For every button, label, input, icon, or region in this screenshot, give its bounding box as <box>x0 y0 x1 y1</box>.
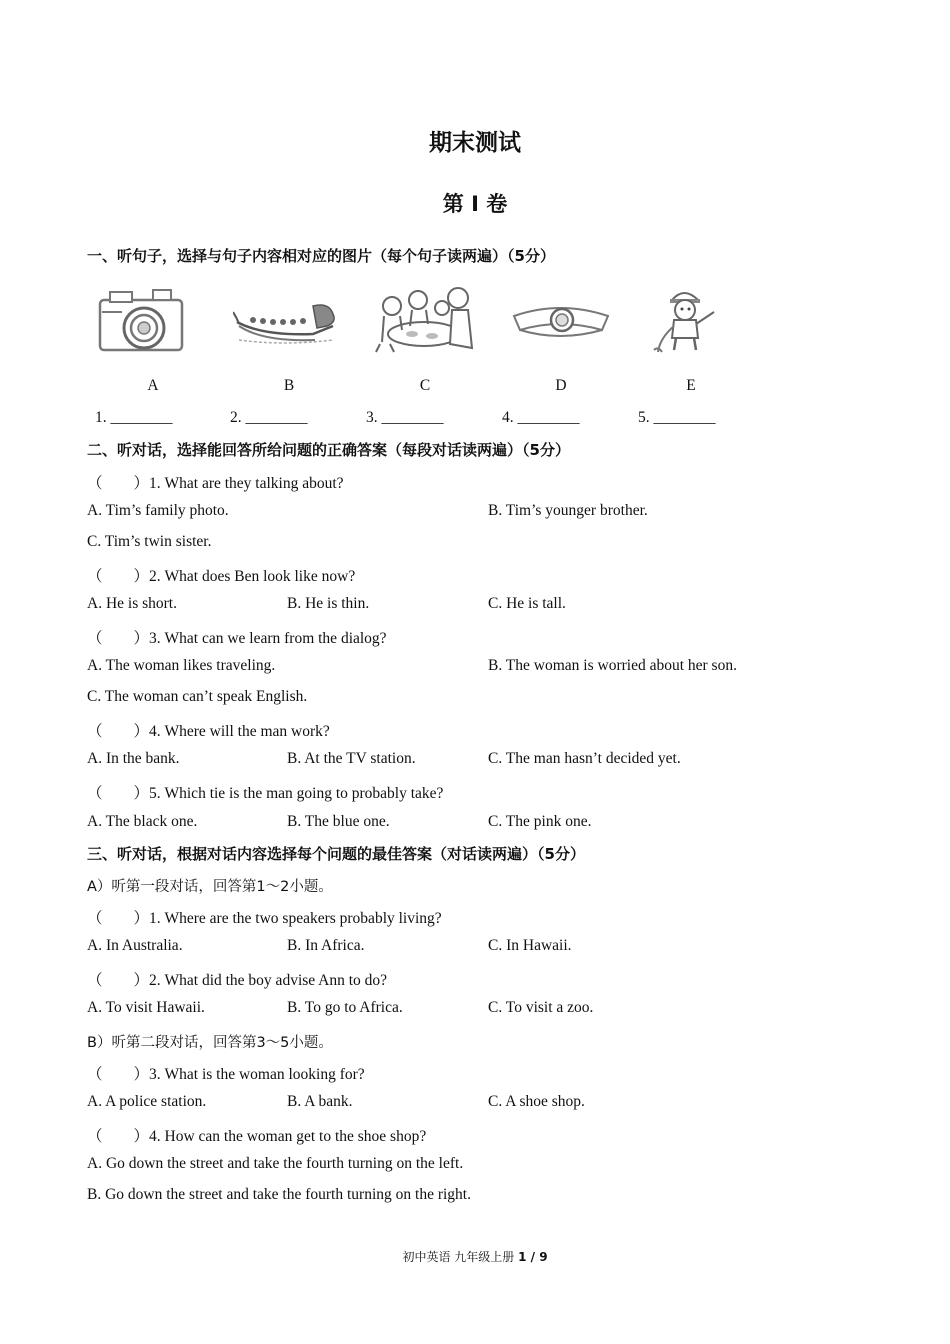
option-2-1-b: B. Tim’s younger brother. <box>488 502 648 519</box>
option-2-4-a: A. In the bank. <box>87 750 180 767</box>
ring-icon <box>510 296 612 344</box>
answer-blank-2[interactable]: 2. ________ <box>230 409 308 426</box>
option-3-2-a: A. To visit Hawaii. <box>87 999 205 1016</box>
option-2-5-c: C. The pink one. <box>488 813 592 830</box>
volume-subtitle: 第 I 卷 <box>442 192 508 216</box>
question-3-1: （ ）1. Where are the two speakers probably living? <box>87 910 442 927</box>
page-title: 期末测试 <box>429 130 521 156</box>
option-2-2-b: B. He is thin. <box>287 595 370 612</box>
footer-text: 初中英语 九年级上册 <box>402 1250 515 1264</box>
option-2-3-a: A. The woman likes traveling. <box>87 657 276 674</box>
option-2-1-a: A. Tim’s family photo. <box>87 502 229 519</box>
answer-blank-5[interactable]: 5. ________ <box>638 409 716 426</box>
question-2-1: （ ）1. What are they talking about? <box>87 475 344 492</box>
option-2-3-c: C. The woman can’t speak English. <box>87 688 308 705</box>
option-3-3-a: A. A police station. <box>87 1093 207 1110</box>
option-2-1-c: C. Tim’s twin sister. <box>87 533 212 550</box>
question-3-2: （ ）2. What did the boy advise Ann to do? <box>87 972 388 989</box>
firefighter-icon <box>650 286 720 356</box>
option-2-2-c: C. He is tall. <box>488 595 566 612</box>
part3-intro-a: A）听第一段对话，回答第1～2小题。 <box>87 879 333 895</box>
answer-blank-3[interactable]: 3. ________ <box>366 409 444 426</box>
picture-label-e: E <box>686 377 696 394</box>
option-3-2-c: C. To visit a zoo. <box>488 999 594 1016</box>
option-3-3-b: B. A bank. <box>287 1093 353 1110</box>
part1-heading: 一、听句子，选择与句子内容相对应的图片（每个句子读两遍）（5分） <box>87 247 555 265</box>
option-3-3-c: C. A shoe shop. <box>488 1093 585 1110</box>
picture-label-d: D <box>555 377 567 394</box>
option-2-3-b: B. The woman is worried about her son. <box>488 657 737 674</box>
picture-label-a: A <box>147 377 159 394</box>
option-3-1-b: B. In Africa. <box>287 937 365 954</box>
question-2-5: （ ）5. Which tie is the man going to probably take? <box>87 785 444 802</box>
question-2-4: （ ）4. Where will the man work? <box>87 723 330 740</box>
picture-label-b: B <box>283 377 295 394</box>
dragon-boat-icon <box>233 296 341 348</box>
option-3-4-b: B. Go down the street and take the fourth turning on the right. <box>87 1186 471 1203</box>
answer-blank-4[interactable]: 4. ________ <box>502 409 580 426</box>
option-2-5-a: A. The black one. <box>87 813 198 830</box>
answer-blank-1[interactable]: 1. ________ <box>95 409 173 426</box>
part3-intro-b: B）听第二段对话，回答第3～5小题。 <box>87 1035 333 1051</box>
option-3-4-a: A. Go down the street and take the fourth turning on the left. <box>87 1155 464 1172</box>
option-2-4-c: C. The man hasn’t decided yet. <box>488 750 681 767</box>
option-2-4-b: B. At the TV station. <box>287 750 416 767</box>
question-2-3: （ ）3. What can we learn from the dialog? <box>87 630 387 647</box>
page-footer <box>0 1248 950 1265</box>
page-number: 1 / 9 <box>518 1250 548 1264</box>
option-3-1-c: C. In Hawaii. <box>488 937 572 954</box>
part3-heading: 三、听对话，根据对话内容选择每个问题的最佳答案（对话读两遍）（5分） <box>87 845 585 863</box>
question-3-3: （ ）3. What is the woman looking for? <box>87 1066 365 1083</box>
part2-heading: 二、听对话，选择能回答所给问题的正确答案（每段对话读两遍）（5分） <box>87 441 570 459</box>
option-2-5-b: B. The blue one. <box>287 813 390 830</box>
option-2-2-a: A. He is short. <box>87 595 177 612</box>
question-3-4: （ ）4. How can the woman get to the shoe shop? <box>87 1128 427 1145</box>
option-3-2-b: B. To go to Africa. <box>287 999 403 1016</box>
camera-icon <box>98 288 186 354</box>
question-2-2: （ ）2. What does Ben look like now? <box>87 568 356 585</box>
picture-label-c: C <box>419 377 431 394</box>
option-3-1-a: A. In Australia. <box>87 937 183 954</box>
family-dinner-icon <box>372 282 480 354</box>
